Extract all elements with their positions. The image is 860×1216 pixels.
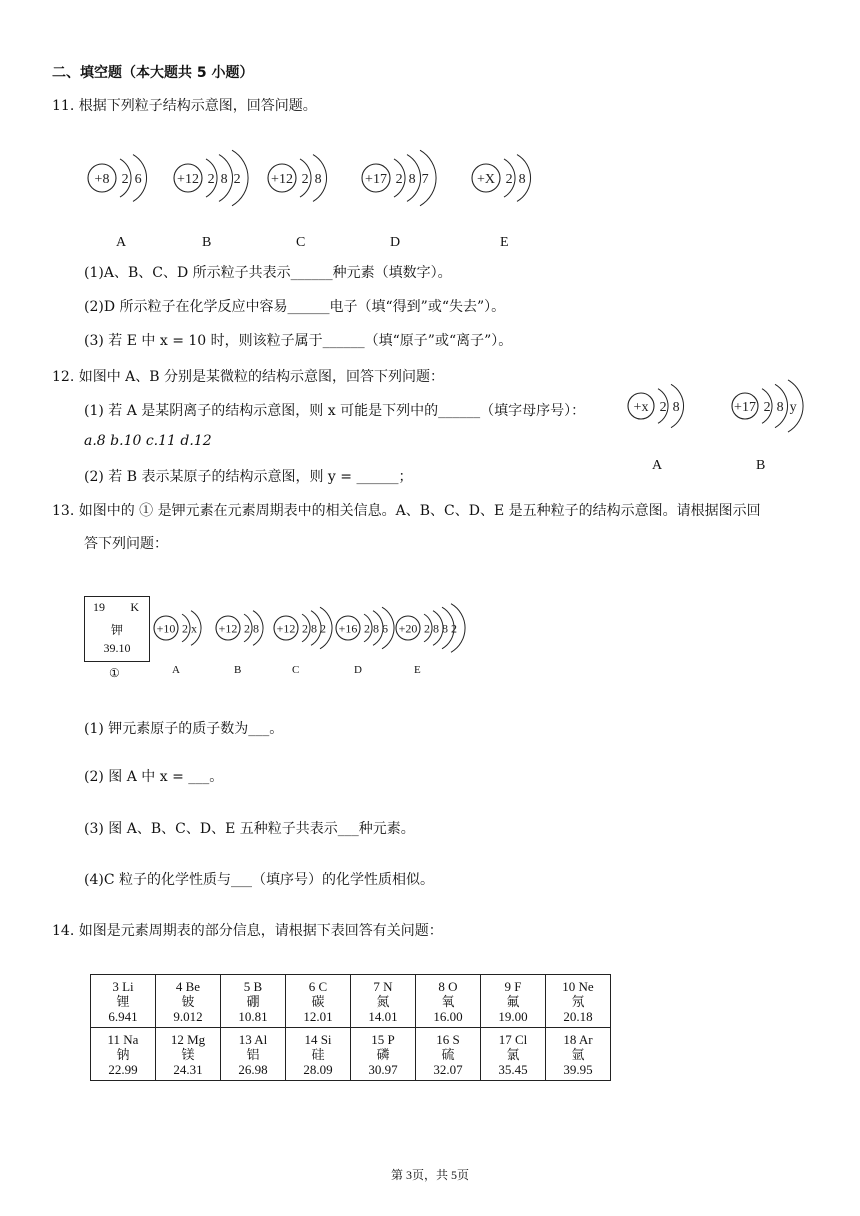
- element-name: 氮: [376, 993, 390, 1009]
- element-mass: 32.07: [433, 1061, 463, 1077]
- q13-sub2: (2) 图 A 中 x = ___。: [84, 769, 224, 785]
- diagram-label: A: [172, 664, 180, 676]
- element-mass: 28.09: [303, 1061, 333, 1077]
- nucleus-charge: +20: [398, 621, 418, 636]
- diagram-label: C: [292, 664, 300, 676]
- diagram-label: A: [116, 235, 127, 250]
- nucleus-charge: +17: [365, 172, 387, 188]
- shell-electron-count: 2: [181, 621, 188, 636]
- q13-sub3: (3) 图 A、B、C、D、E 五种粒子共表示___种元素。: [84, 821, 415, 837]
- shell-electron-count: 8: [518, 172, 526, 188]
- element-mass: 24.31: [173, 1061, 203, 1077]
- element-cell: [91, 975, 156, 1028]
- q13-sub1: (1) 钾元素原子的质子数为___。: [84, 721, 284, 737]
- question-14-stem: 14. 如图是元素周期表的部分信息，请根据下表回答有关问题：: [52, 923, 443, 939]
- element-name: 锂: [116, 993, 130, 1009]
- shell-electron-count: 6: [381, 621, 388, 636]
- q11-sub2: (2)D 所示粒子在化学反应中容易______电子（填“得到”或“失去”）。: [84, 299, 506, 315]
- atom-diagram: [152, 598, 218, 658]
- atom-diagram: [172, 138, 263, 228]
- shell-electron-count: 8: [432, 621, 439, 636]
- element-name: 钠: [116, 1046, 130, 1062]
- element-cell: [91, 1028, 156, 1081]
- shell-electron-count: y: [789, 400, 797, 416]
- question-13-stem-line2: 答下列问题：: [84, 536, 168, 552]
- element-symbol: K: [130, 600, 139, 614]
- element-cell: [351, 1028, 416, 1081]
- element-head: 3 Li: [112, 978, 134, 994]
- q12-sub1: (1) 若 A 是某阴离子的结构示意图，则 x 可能是下列中的______（填字母序号）：: [84, 403, 586, 419]
- shell-electron-count: 2: [363, 621, 370, 636]
- element-mass: 10.81: [238, 1008, 268, 1024]
- page-number: 第 3页，共 5页: [390, 1168, 469, 1182]
- element-cell: [156, 1028, 221, 1081]
- atom-diagram: [214, 598, 280, 658]
- nucleus-charge: +X: [476, 172, 496, 188]
- atom-diagram: [360, 138, 451, 228]
- element-name: 氩: [571, 1046, 585, 1062]
- shell-electron-count: 8: [408, 172, 416, 188]
- nucleus-charge: +12: [276, 621, 296, 636]
- shell-electron-count: 8: [310, 621, 317, 636]
- element-cell: [351, 975, 416, 1028]
- diagram-label: E: [500, 235, 509, 250]
- element-cell: [286, 975, 351, 1028]
- element-head: 18 Ar: [563, 1031, 593, 1047]
- element-cell: [156, 975, 221, 1028]
- element-mass: 30.97: [368, 1061, 398, 1077]
- shell-electron-count: 7: [421, 172, 429, 188]
- periodic-table-excerpt: [90, 974, 611, 1081]
- element-name: 铍: [181, 993, 195, 1009]
- question-11-stem: 11. 根据下列粒子结构示意图，回答问题。: [52, 98, 317, 114]
- element-head: 11 Na: [107, 1031, 139, 1047]
- shell-electron-count: 6: [134, 172, 142, 188]
- element-mass: 39.95: [563, 1061, 593, 1077]
- element-name: 氧: [441, 993, 455, 1009]
- element-cell: [481, 1028, 546, 1081]
- shell-electron-count: 2: [450, 621, 457, 636]
- nucleus-charge: +12: [271, 172, 293, 188]
- shell-electron-count: 8: [220, 172, 228, 188]
- element-name: 碳: [311, 993, 325, 1009]
- shell-electron-count: 2: [301, 172, 309, 188]
- element-cell: [546, 1028, 611, 1081]
- shell-electron-count: 2: [505, 172, 513, 188]
- shell-electron-count: 8: [252, 621, 259, 636]
- diagram-label: E: [414, 664, 421, 676]
- nucleus-charge: +10: [156, 621, 176, 636]
- shell-electron-count: 8: [372, 621, 379, 636]
- shell-electron-count: 2: [763, 400, 771, 416]
- shell-electron-count: 2: [423, 621, 430, 636]
- shell-electron-count: 2: [243, 621, 250, 636]
- element-name: 氟: [506, 993, 520, 1009]
- element-head: 10 Ne: [562, 978, 594, 994]
- nucleus-charge: +16: [338, 621, 358, 636]
- element-name: 铝: [246, 1046, 260, 1062]
- element-cell: [481, 975, 546, 1028]
- shell-electron-count: 8: [314, 172, 322, 188]
- shell-electron-count: 2: [121, 172, 129, 188]
- diagram-label: B: [756, 458, 766, 473]
- shell-electron-count: 2: [301, 621, 308, 636]
- atom-diagram: [470, 138, 548, 228]
- element-number: 19: [93, 600, 105, 614]
- element-head: 17 Cl: [498, 1031, 528, 1047]
- element-cell: [416, 1028, 481, 1081]
- element-name: 钾: [110, 623, 123, 637]
- nucleus-charge: +12: [177, 172, 199, 188]
- diagram-label: D: [354, 664, 362, 676]
- element-name: 硼: [246, 993, 260, 1009]
- element-mass: 16.00: [433, 1008, 463, 1024]
- atom-diagram: [86, 138, 164, 228]
- element-mass: 14.01: [368, 1008, 398, 1024]
- element-mass: 20.18: [563, 1008, 593, 1024]
- shell-electron-count: 2: [659, 400, 667, 416]
- nucleus-charge: +17: [734, 400, 756, 416]
- diagram-label: C: [296, 235, 306, 250]
- periodic-table-row: [91, 1028, 611, 1081]
- element-head: 13 Al: [238, 1031, 268, 1047]
- element-head: 9 F: [504, 978, 522, 994]
- question-13-stem-line1: 13. 如图中的 ① 是钾元素在元素周期表中的相关信息。A、B、C、D、E 是五种粒子的结构示意图。请根据图示回: [52, 503, 761, 519]
- element-head: 15 P: [371, 1031, 395, 1047]
- element-head: 16 S: [436, 1031, 460, 1047]
- element-mass: 6.941: [108, 1008, 138, 1024]
- element-name: 氯: [506, 1046, 520, 1062]
- element-name: 硫: [441, 1046, 455, 1062]
- shell-electron-count: x: [190, 621, 197, 636]
- element-box-caption: ①: [109, 666, 120, 680]
- question-12-stem: 12. 如图中 A、B 分别是某微粒的结构示意图，回答下列问题：: [52, 369, 445, 385]
- element-cell: [221, 1028, 286, 1081]
- nucleus-charge: +8: [94, 172, 110, 188]
- q12-sub2: (2) 若 B 表示某原子的结构示意图，则 y = ______；: [84, 469, 413, 485]
- element-cell: [221, 975, 286, 1028]
- atom-diagram: [266, 138, 344, 228]
- shell-electron-count: 2: [395, 172, 403, 188]
- q11-sub1: (1)A、B、C、D 所示粒子共表示______种元素（填数字）。: [84, 265, 452, 281]
- nucleus-charge: +x: [633, 400, 649, 416]
- shell-electron-count: 2: [233, 172, 241, 188]
- element-head: 8 O: [438, 978, 458, 994]
- q11-sub3: (3) 若 E 中 x = 10 时，则该粒子属于______（填“原子”或“离子”）。: [84, 333, 513, 349]
- potassium-element-box: [84, 596, 150, 662]
- element-mass: 22.99: [108, 1061, 138, 1077]
- element-mass: 12.01: [303, 1008, 333, 1024]
- element-name: 氖: [571, 993, 585, 1009]
- element-head: 12 Mg: [170, 1031, 206, 1047]
- element-head: 14 Si: [304, 1031, 332, 1047]
- shell-electron-count: 8: [672, 400, 680, 416]
- atom-diagram: [730, 366, 819, 446]
- element-name: 镁: [181, 1046, 195, 1062]
- diagram-label: D: [390, 235, 401, 250]
- element-mass: 19.00: [498, 1008, 528, 1024]
- shell-electron-count: 8: [441, 621, 448, 636]
- element-head: 7 N: [373, 978, 393, 994]
- shell-electron-count: 2: [207, 172, 215, 188]
- element-head: 6 C: [308, 978, 328, 994]
- element-cell: [286, 1028, 351, 1081]
- element-mass: 39.10: [103, 641, 131, 655]
- element-head: 5 B: [243, 978, 263, 994]
- shell-electron-count: 8: [776, 400, 784, 416]
- atom-diagram: [394, 598, 478, 658]
- element-name: 硅: [311, 1046, 325, 1062]
- section-title: 二、填空题（本大题共 5 小题）: [52, 65, 254, 81]
- element-name: 磷: [376, 1046, 390, 1062]
- element-head: 4 Be: [175, 978, 201, 994]
- atom-diagram: [626, 366, 702, 446]
- diagram-label: B: [234, 664, 242, 676]
- diagram-label: B: [202, 235, 212, 250]
- q12-options: a.8 b.10 c.11 d.12: [84, 433, 212, 449]
- element-cell: [416, 975, 481, 1028]
- element-mass: 35.45: [498, 1061, 528, 1077]
- nucleus-charge: +12: [218, 621, 238, 636]
- element-cell: [546, 975, 611, 1028]
- q13-sub4: (4)C 粒子的化学性质与___（填序号）的化学性质相似。: [84, 872, 434, 888]
- element-mass: 26.98: [238, 1061, 268, 1077]
- element-mass: 9.012: [173, 1008, 203, 1024]
- shell-electron-count: 2: [319, 621, 326, 636]
- periodic-table-row: [91, 975, 611, 1028]
- diagram-label: A: [652, 458, 663, 473]
